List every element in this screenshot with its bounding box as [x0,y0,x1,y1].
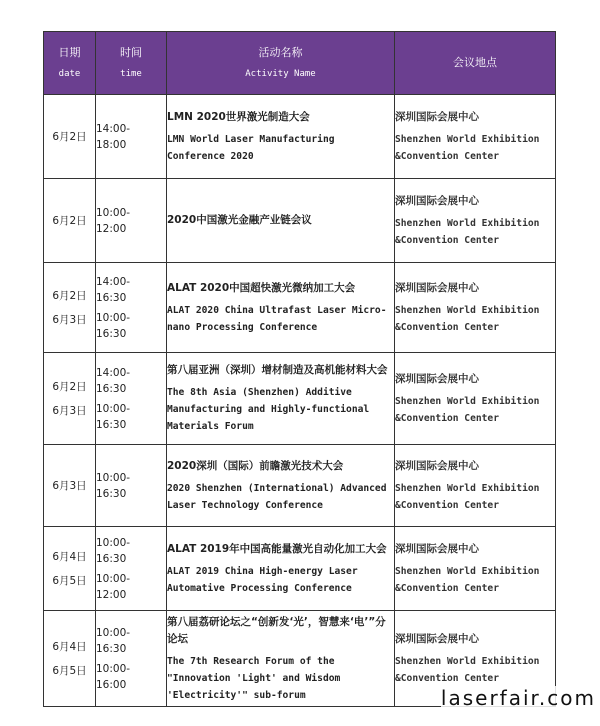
table-row [44,263,556,353]
time-cell [96,527,167,611]
date-cell [44,353,96,445]
activity-name-en: LMN World Laser Manufacturing Conference 2020 [167,133,335,162]
venue-name-zh: 深圳国际会展中心 [395,632,479,645]
header-venue [395,32,556,95]
header-date-zh: 日期 [58,45,81,59]
venue-cell [395,263,556,353]
time-value: 10:00- 12:00 [96,572,131,601]
activity-name-zh: 第八届荔研论坛之“创新发‘光’，智慧来‘电’”分论坛 [167,615,386,645]
header-time [96,32,167,95]
date-cell [44,445,96,527]
activity-name-zh: ALAT 2019年中国高能量激光自动化加工大会 [167,542,387,555]
activity-name-zh: 2020中国激光金融产业链会议 [167,214,312,226]
header-activity [167,32,395,95]
time-value: 10:00- 16:30 [96,402,131,431]
time-value: 10:00- 16:00 [96,662,131,691]
activity-name-zh: 第八届亚洲（深圳）增材制造及高机能材料大会 [167,364,388,376]
date-value: 6月3日 [52,404,87,417]
date-cell [44,179,96,263]
date-value: 6月2日 [52,130,87,143]
venue-cell [395,445,556,527]
activity-name-zh: 2020深圳（国际）前瞻激光技术大会 [167,459,344,472]
header-activity-zh: 活动名称 [258,45,303,59]
venue-name-zh: 深圳国际会展中心 [395,542,479,555]
activity-name-en: The 8th Asia (Shenzhen) Additive Manufacturing and Highly-functional Materials Forum [167,387,370,432]
date-value: 6月5日 [52,574,87,587]
date-cell [44,527,96,611]
venue-name-zh: 深圳国际会展中心 [395,281,479,294]
activity-cell [167,527,395,611]
venue-cell [395,95,556,179]
date-cell [44,95,96,179]
activity-name-zh: LMN 2020世界激光制造大会 [167,110,310,123]
activity-cell [167,611,395,707]
table-row [44,95,556,179]
header-venue-zh: 会议地点 [453,56,497,69]
time-cell [96,445,167,527]
time-value: 10:00- 16:30 [96,311,131,340]
table-row [44,179,556,263]
activity-name-en: The 7th Research Forum of the "Innovation 'Light' and Wisdom 'Electricity'" sub-forum [167,655,341,701]
date-cell [44,263,96,353]
date-value: 6月2日 [52,214,87,227]
header-date-en: date [58,68,81,79]
activity-cell [167,353,395,445]
venue-name-zh: 深圳国际会展中心 [395,194,479,207]
activity-name-zh: ALAT 2020中国超快激光微纳加工大会 [167,281,356,294]
activity-name-en: ALAT 2020 China Ultrafast Laser Micro-nano Processing Conference [167,304,387,333]
activity-cell [167,179,395,263]
venue-cell [395,179,556,263]
date-value: 6月2日 [52,289,87,302]
date-value: 6月4日 [52,550,87,563]
schedule-table [43,31,556,707]
time-cell [96,611,167,707]
time-cell [96,95,167,179]
activity-cell [167,445,395,527]
venue-name-en: Shenzhen World Exhibition &Convention Center [395,217,540,246]
header-date [44,32,96,95]
venue-cell [395,353,556,445]
venue-name-en: Shenzhen World Exhibition &Convention Center [395,304,540,333]
venue-name-en: Shenzhen World Exhibition &Convention Center [395,655,540,684]
watermark: laserfair.com [440,686,596,710]
activity-name-en: 2020 Shenzhen (International) Advanced Laser Technology Conference [167,482,387,511]
time-cell [96,179,167,263]
date-value: 6月4日 [52,640,87,653]
header-row [44,32,556,95]
date-value: 6月3日 [52,313,87,326]
time-cell [96,263,167,353]
time-value: 14:00- 16:30 [96,366,131,395]
table-row [44,445,556,527]
time-value: 10:00- 16:30 [96,471,131,500]
venue-name-zh: 深圳国际会展中心 [395,110,479,123]
venue-cell [395,527,556,611]
venue-name-en: Shenzhen World Exhibition &Convention Center [395,565,540,594]
table-row [44,353,556,445]
venue-name-en: Shenzhen World Exhibition &Convention Center [395,133,540,162]
time-value: 10:00- 16:30 [96,536,131,565]
time-value: 10:00- 12:00 [96,206,131,235]
date-cell [44,611,96,707]
activity-name-en: ALAT 2019 China High-energy Laser Automative Processing Conference [167,565,358,594]
time-value: 14:00- 16:30 [96,275,131,304]
venue-name-zh: 深圳国际会展中心 [395,372,479,385]
header-time-zh: 时间 [120,45,142,59]
header-time-en: time [120,68,142,79]
header-activity-en: Activity Name [245,68,316,79]
table-row [44,527,556,611]
venue-name-en: Shenzhen World Exhibition &Convention Center [395,395,540,424]
venue-name-en: Shenzhen World Exhibition &Convention Center [395,482,540,511]
time-cell [96,353,167,445]
venue-name-zh: 深圳国际会展中心 [395,459,479,472]
time-value: 10:00- 16:30 [96,626,131,655]
date-value: 6月2日 [52,380,87,393]
date-value: 6月3日 [52,479,87,492]
activity-cell [167,263,395,353]
date-value: 6月5日 [52,664,87,677]
time-value: 14:00- 18:00 [96,122,131,151]
activity-cell [167,95,395,179]
